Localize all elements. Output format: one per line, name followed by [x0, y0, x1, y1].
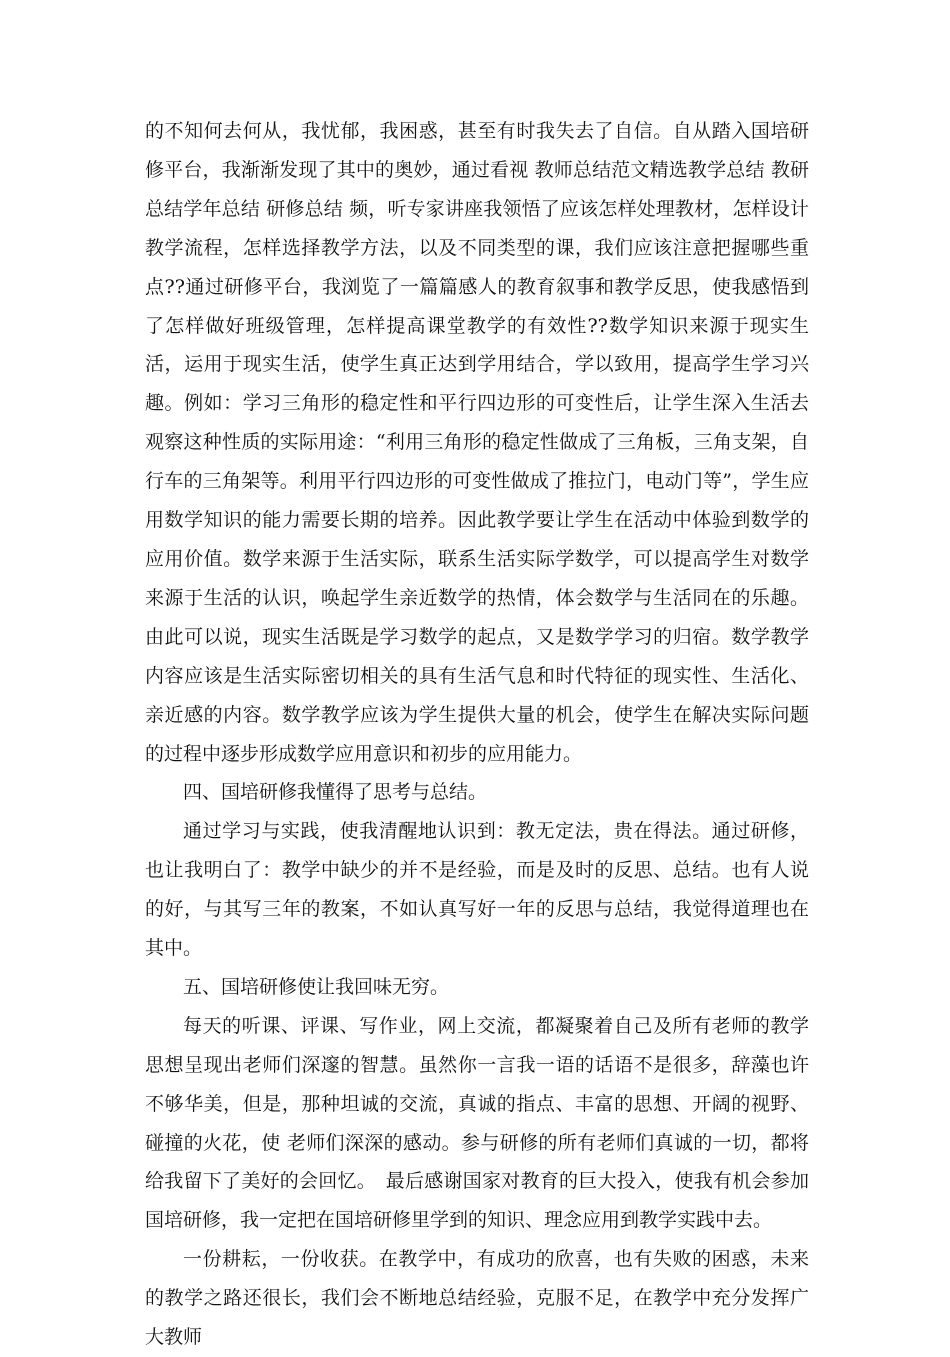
heading-section-5: 五、国培研修使让我回味无穷。 — [183, 975, 450, 998]
paragraph-3: 每天的听课、评课、写作业，网上交流，都凝聚着自己及所有老师的教学思想呈现出老师们深邃的智慧。虽然你一言我一语的话语不是很多，辞藻也许不够华美，但是，那种坦诚的交流，真诚的指点、丰富的思想、开阔的视野、碰撞的火花，使 老师们深深的感动。参与研修的所有老师们真诚的一切，都将给我留下了美好的会回忆。 最后感谢国家对教育的巨大投入，使我有机会参加国培研修，我一定把在国培研修里学到的知识、理念应用到教学实践中去。 — [145, 1014, 809, 1232]
paragraph-1: 的不知何去何从，我忧郁，我困惑，甚至有时我失去了自信。自从踏入国培研修平台，我渐渐发现了其中的奥妙，通过看视 教师总结范文精选教学总结 教研总结学年总结 研修总结 频，听专家讲座我领悟了应该怎样处理教材，怎样设计教学流程，怎样选择教学方法，以及不同类型的课，我们应该注意把握哪些重点??通过研修平台，我浏览了一篇篇感人的教育叙事和教学反思，使我感悟到了怎样做好班级管理，怎样提高课堂教学的有效性??数学知识来源于现实生活，运用于现实生活，使学生真正达到学用结合，学以致用，提高学生学习兴趣。例如：学习三角形的稳定性和平行四边形的可变性后，让学生深入生活去观察这种性质的实际用途：“利用三角形的稳定性做成了三角板，三角支架，自行车的三角架等。利用平行四边形的可变性做成了推拉门，电动门等”，学生应用数学知识的能力需要长期的培养。因此教学要让学生在活动中体验到数学的应用价值。数学来源于生活实际，联系生活实际学数学，可以提高学生对数学来源于生活的认识，唤起学生亲近数学的热情，体会数学与生活同在的乐趣。由此可以说，现实生活既是学习数学的起点，又是数学学习的归宿。数学教学内容应该是生活实际密切相关的具有生活气息和时代特征的现实性、生活化、亲近感的内容。数学教学应该为学生提供大量的机会，使学生在解决实际问题的过程中逐步形成数学应用意识和初步的应用能力。 — [145, 120, 809, 765]
heading-section-4: 四、国培研修我懂得了思考与总结。 — [183, 781, 488, 804]
paragraph-2: 通过学习与实践，使我清醒地认识到：教无定法，贵在得法。通过研修，也让我明白了：教学中缺少的并不是经验，而是及时的反思、总结。也有人说的好，与其写三年的教案，不如认真写好一年的反思与总结，我觉得道理也在其中。 — [145, 820, 809, 960]
paragraph-4: 一份耕耘，一份收获。在教学中，有成功的欣喜，也有失败的困惑，未来的教学之路还很长，我们会不断地总结经验，克服不足，在教学中充分发挥广大教师 — [145, 1248, 809, 1349]
document-body — [145, 112, 809, 1357]
